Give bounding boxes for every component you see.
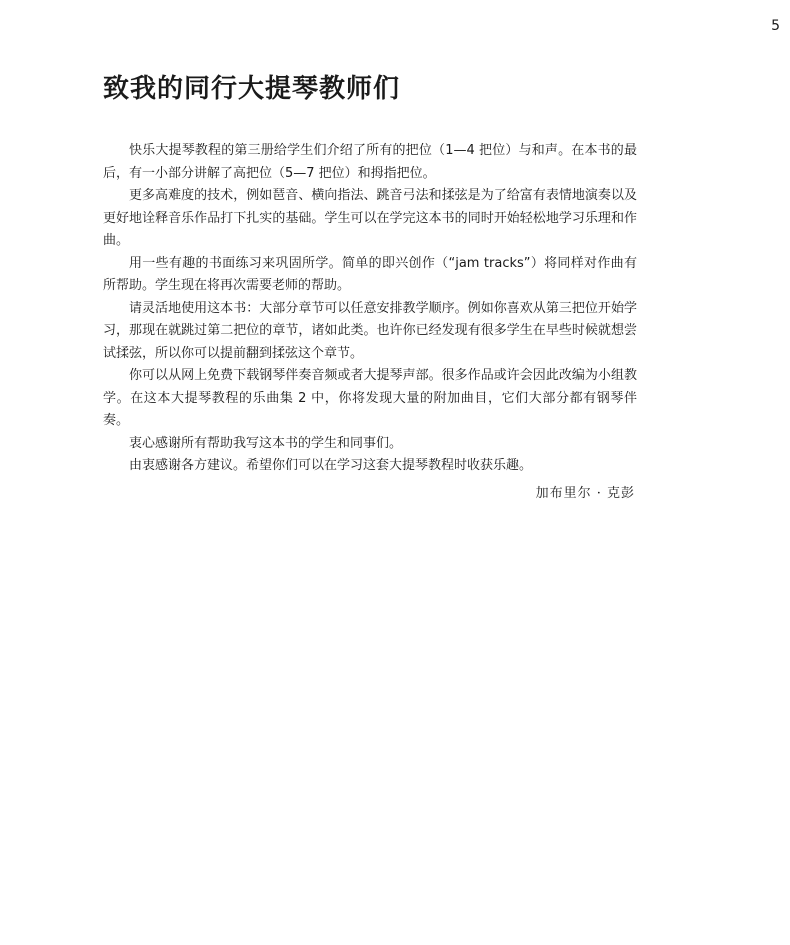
paragraph: 由衷感谢各方建议。希望你们可以在学习这套大提琴教程时收获乐趣。 — [129, 458, 533, 473]
paragraph: 更多高难度的技术，例如琶音、横向指法、跳音弓法和揉弦是为了给富有表情地演奏以及更好地诠释音乐作品打下扎实的基础。学生可以在学完这本书的同时开始轻松地学习乐理和作曲。 — [103, 188, 637, 248]
paragraph: 用一些有趣的书面练习来巩固所学。简单的即兴创作（“jam tracks”）将同样对作曲有所帮助。学生现在将再次需要老师的帮助。 — [103, 255, 637, 293]
author-signature: 加布里尔 · 克彭 — [535, 486, 635, 501]
paragraph: 你可以从网上免费下载钢琴伴奏音频或者大提琴声部。很多作品或许会因此改编为小组教学。在这本大提琴教程的乐曲集 2 中，你将发现大量的附加曲目，它们大部分都有钢琴伴奏。 — [103, 368, 637, 428]
page-number: 5 — [771, 18, 780, 34]
paragraph: 快乐大提琴教程的第三册给学生们介绍了所有的把位（1—4 把位）与和声。在本书的最后，有一小部分讲解了高把位（5—7 把位）和拇指把位。 — [103, 143, 637, 181]
paragraph: 请灵活地使用这本书：大部分章节可以任意安排教学顺序。例如你喜欢从第三把位开始学习，那现在就跳过第二把位的章节，诸如此类。也许你已经发现有很多学生在早些时候就想尝试揉弦，所以你可以提前翻到揉弦这个章节。 — [103, 300, 637, 361]
page-title: 致我的同行大提琴教师们 — [103, 74, 401, 104]
body-text — [103, 140, 637, 478]
paragraph: 衷心感谢所有帮助我写这本书的学生和同事们。 — [129, 435, 403, 451]
